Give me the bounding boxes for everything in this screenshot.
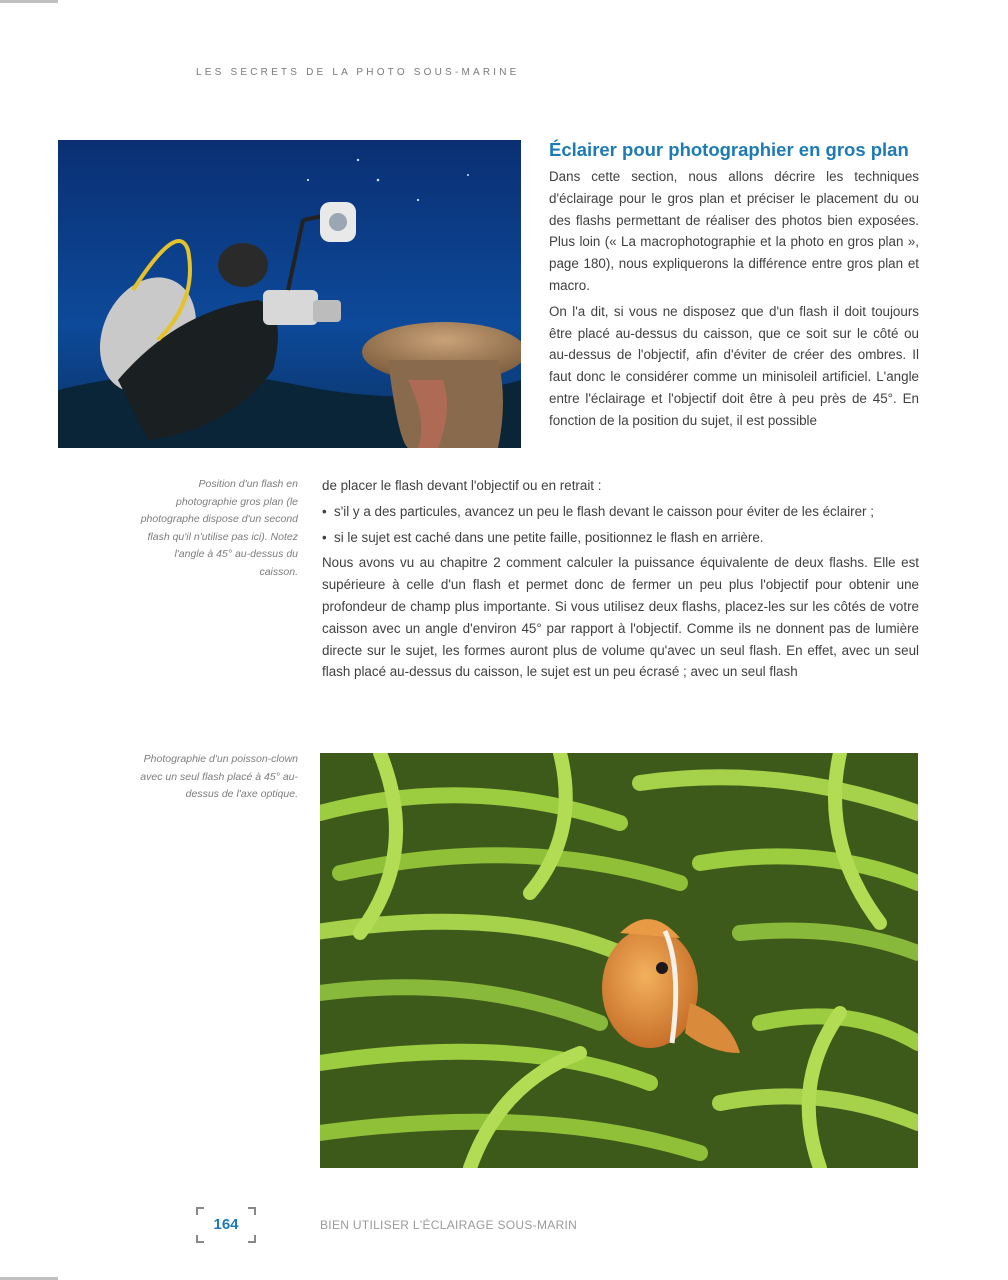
body-paragraph: On l'a dit, si vous ne disposez que d'un flash il doit toujours être placé au-dessus du caisson, que ce soit sur le côté ou au-dessus de l'objectif, afin d'éviter de créer des ombres. Il faut donc le considérer comme un minisoleil artificiel. L'angle entre l'éclairage et l'objectif doit être à peu près de 45°. En fonction de la position du sujet, il est possible: [549, 303, 919, 428]
page-number-frame: [196, 1207, 256, 1243]
diver-photo: [58, 140, 521, 448]
bullet-item: • si le sujet est caché dans une petite faille, positionnez le flash en arrière.: [322, 527, 919, 549]
bullet-item: • s'il y a des particules, avancez un peu le flash devant le caisson pour éviter de les éclairer ;: [322, 501, 919, 523]
body-paragraph-continuation: de placer le flash devant l'objectif ou en retrait :: [322, 478, 602, 493]
page-corner-mark-top: [0, 0, 58, 3]
footer-chapter-title: BIEN UTILISER L'ÉCLAIRAGE SOUS-MARIN: [320, 1218, 578, 1232]
body-paragraph: Dans cette section, nous allons décrire les techniques d'éclairage pour le gros plan et préciser le placement du ou des flashs permettant de réaliser des photos bien exposées. Plus loin (« La macrophotographie et la photo en gros plan », page 180), nous expliquerons la différence entre gros plan et macro.: [549, 169, 919, 293]
running-header: LES SECRETS DE LA PHOTO SOUS-MARINE: [196, 67, 520, 78]
page-number: 164: [213, 1216, 239, 1233]
bullet-list: [322, 501, 919, 549]
body-text-right-column: [549, 166, 919, 436]
diver-photo-caption: Position d'un flash en photographie gros plan (le photographe dispose d'un second flash qu'il n'utilise pas ici). Notez l'angle à 45° au-dessus du caisson.: [140, 478, 298, 578]
clownfish-photo: [320, 753, 918, 1168]
body-paragraph: Nous avons vu au chapitre 2 comment calculer la puissance équivalente de deux flashs. Elle est supérieure à celle d'un flash et permet donc de fermer un peu plus l'objectif pour obtenir une profondeur de champ plus importante. Si vous utilisez deux flashs, placez-les sur les côtés de votre caisson avec un angle d'environ 45° par rapport à l'objectif. Comme ils ne donnent pas de lumière directe sur le sujet, les formes auront plus de volume qu'avec un seul flash. En effet, avec un seul flash placé au-dessus du caisson, le sujet est un peu écrasé ; avec un seul flash: [322, 555, 919, 680]
body-text-wide-column: [322, 475, 919, 687]
clownfish-photo-caption: Photographie d'un poisson-clown avec un seul flash placé à 45° au-dessus de l'axe optique.: [140, 753, 298, 800]
section-title: Éclairer pour photographier en gros plan: [549, 139, 909, 160]
